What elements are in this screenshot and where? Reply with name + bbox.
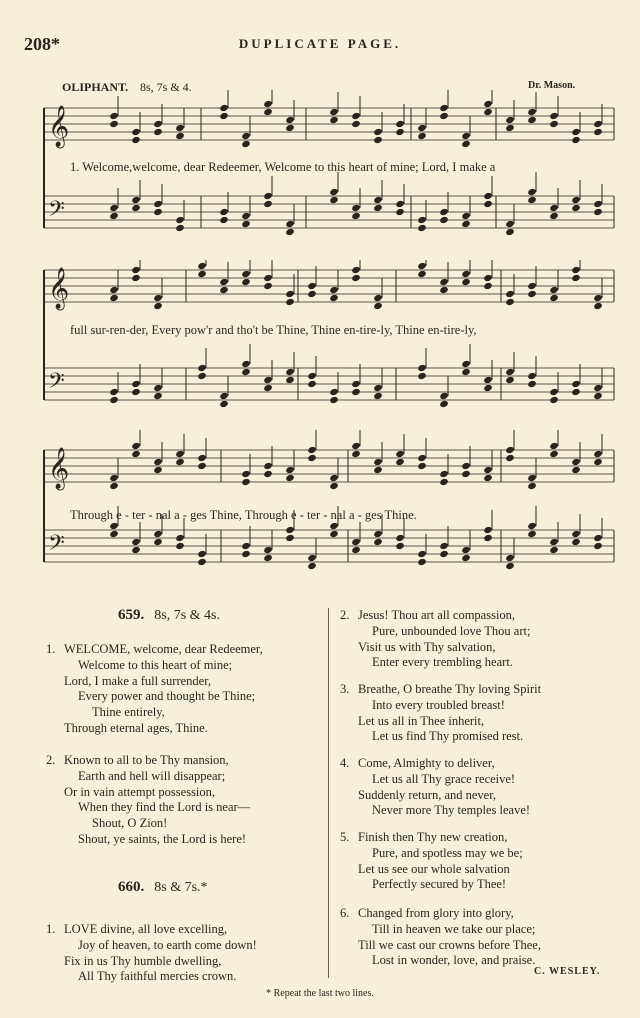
tune-name: OLIPHANT. bbox=[62, 80, 129, 94]
svg-text:𝄢: 𝄢 bbox=[48, 197, 65, 227]
stanza-659-5: 5. Finish then Thy new creation, Pure, and spotless may we be; Let us see our whole salvation Perfectly secured by Thee! bbox=[340, 830, 523, 892]
hymn-number: 660. bbox=[118, 879, 145, 895]
stanza-659-3: 3. Breathe, O breathe Thy loving Spirit Into every troubled breast! Let us all in Thee inherit, Let us find Thy promised rest. bbox=[340, 682, 542, 744]
hymn-meter: 8s, 7s & 4s. bbox=[154, 608, 220, 623]
svg-text:𝄞: 𝄞 bbox=[48, 268, 70, 309]
lyric-line-2: full sur-ren-der, Every pow'r and tho't be Thine, Thine en-tire-ly, Thine en-tire-ly, bbox=[70, 323, 477, 337]
stanza-660-1: 1. LOVE divine, all love excelling, Joy of heaven, to earth come down! Fix in us Thy humble dwelling, All Thy faithful mercies crown. bbox=[46, 922, 257, 984]
stanza-659-2b: 2. Jesus! Thou art all compassion, Pure, unbounded love Thou art; Visit us with Thy salvation, Enter every trembling heart. bbox=[340, 608, 531, 670]
lyric-line-3: Through e - ter - nal a - ges Thine, Through e - ter - nal a - ges Thine. bbox=[70, 508, 417, 522]
hymn-659-heading bbox=[118, 606, 220, 624]
svg-text:𝄢: 𝄢 bbox=[48, 369, 65, 399]
page-title: DUPLICATE PAGE. bbox=[238, 36, 402, 51]
stanza-659-1: 1. WELCOME, welcome, dear Redeemer, Welcome to this heart of mine; Lord, I make a full surrender, Every power and thought be Thine; Thine entirely, Through eternal ages, Thine. bbox=[46, 642, 263, 735]
svg-text:𝄞: 𝄞 bbox=[48, 448, 70, 489]
composer: Dr. Mason. bbox=[528, 80, 576, 91]
page-number: 208* bbox=[24, 34, 60, 54]
column-divider bbox=[328, 608, 329, 978]
hymn-number: 659. bbox=[118, 607, 145, 623]
hymn-author: C. WESLEY. bbox=[534, 966, 601, 977]
stanza-659-4: 4. Come, Almighty to deliver, Let us all Thy grace receive! Suddenly return, and never, Never more Thy temples leave! bbox=[340, 756, 531, 818]
stanza-659-6: 6. Changed from glory into glory, Till in heaven we take our place; Till we cast our crowns before Thee, Lost in wonder, love, and praise. bbox=[340, 906, 541, 968]
svg-text:𝄢: 𝄢 bbox=[48, 531, 65, 561]
hymn-660-heading bbox=[118, 878, 208, 896]
hymn-meter: 8s & 7s.* bbox=[154, 880, 208, 895]
lyric-line-1: 1. Welcome,welcome, dear Redeemer, Welcome to this heart of mine; Lord, I make a bbox=[70, 160, 496, 174]
footnote: * Repeat the last two lines. bbox=[266, 988, 374, 999]
tune-meter: 8s, 7s & 4. bbox=[140, 80, 192, 94]
music-system-2 bbox=[36, 260, 616, 420]
svg-text:𝄞: 𝄞 bbox=[48, 106, 70, 147]
stanza-659-2: 2. Known to all to be Thy mansion, Earth and hell will disappear; Or in vain attempt possession, When they find the Lord is near— Shout, O Zion! Shout, ye saints, the Lord is here! bbox=[46, 753, 251, 846]
